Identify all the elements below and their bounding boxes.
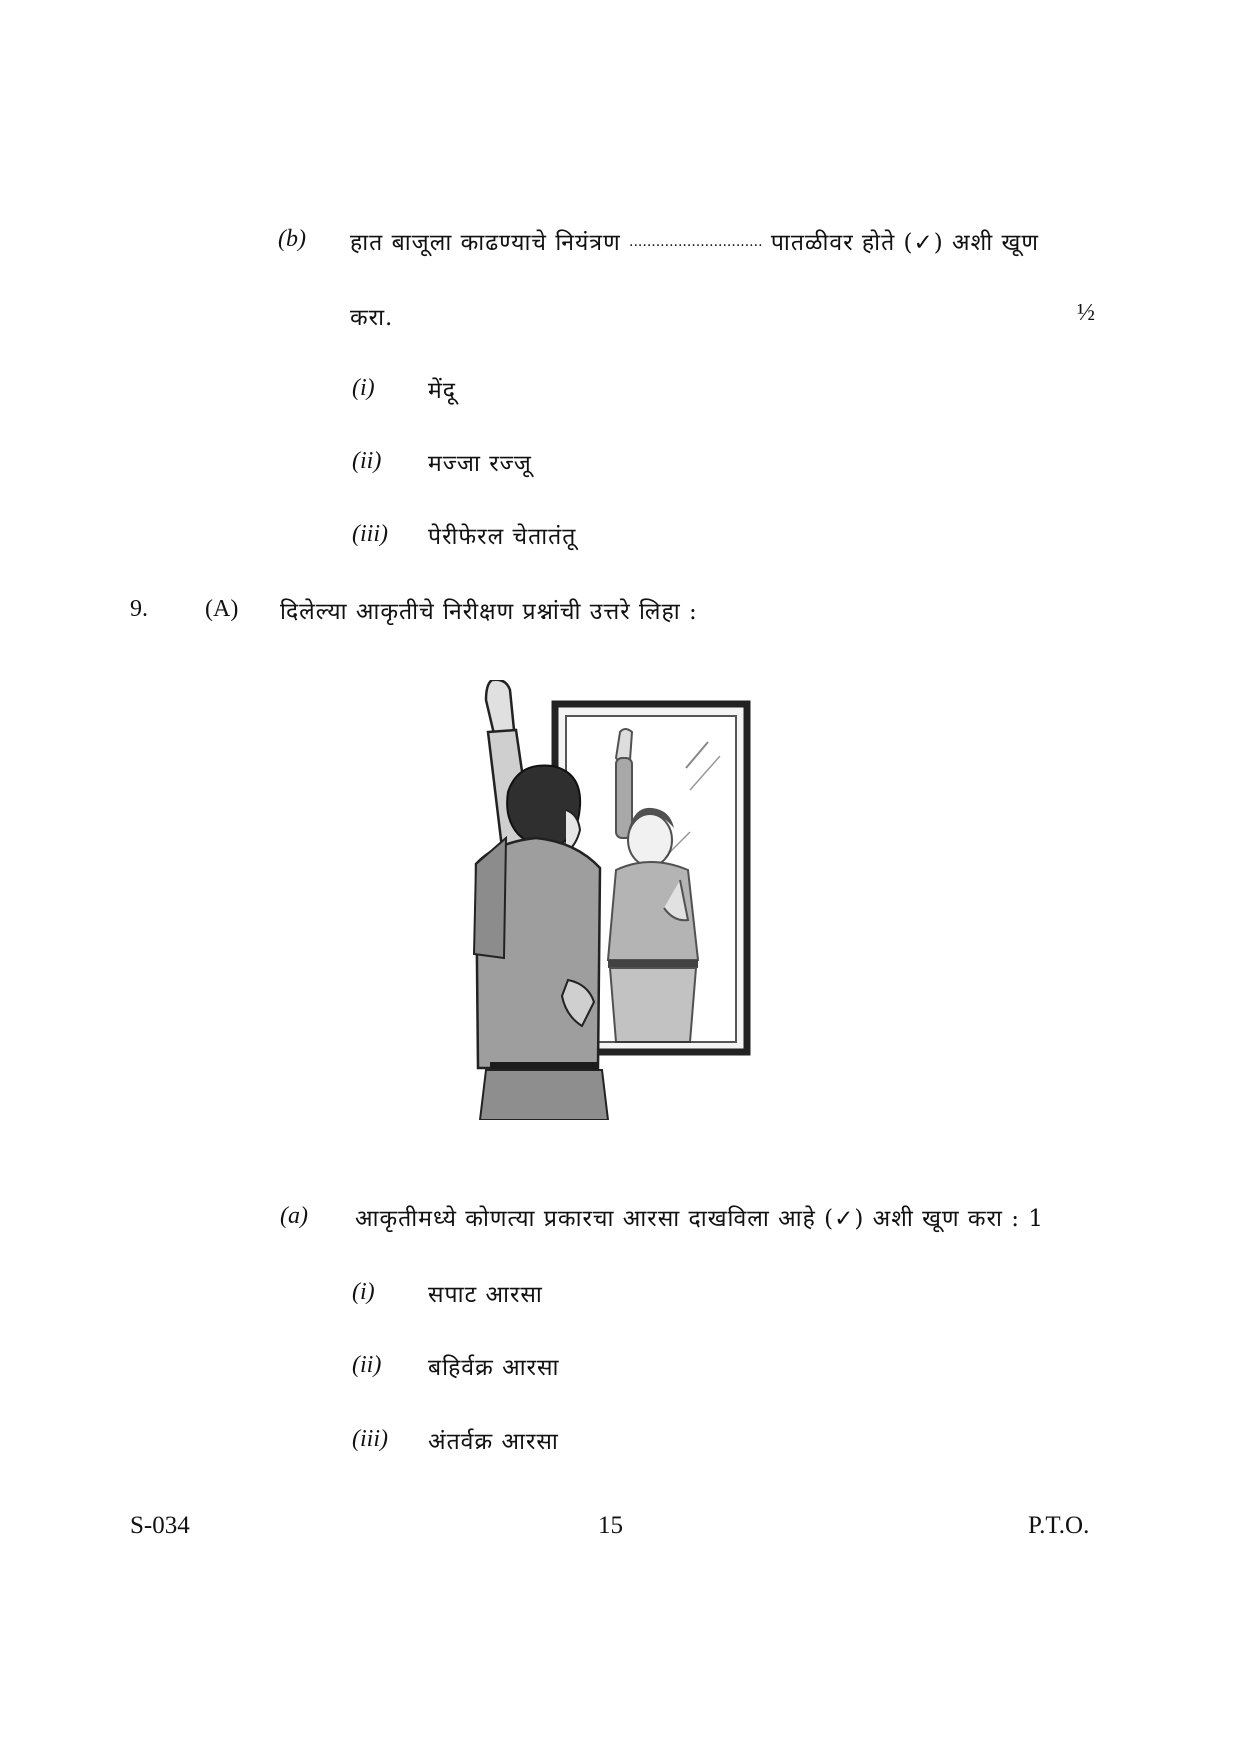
q9a-option-text: बहिर्वक्र आरसा (428, 1355, 560, 1381)
q8b-option-label: (ii) (352, 448, 382, 474)
q9a-option-label: (ii) (352, 1352, 382, 1378)
q9a-option-label: (iii) (352, 1426, 388, 1452)
mirror-figure-illustration (468, 680, 768, 1120)
q8b-option-label: (i) (352, 375, 375, 401)
q8b-text-before: हात बाजूला काढण्याचे नियंत्रण (350, 230, 621, 256)
q8b-option-text: मज्जा रज्जू (428, 451, 532, 477)
q9-instruction: दिलेल्या आकृतीचे निरीक्षण प्रश्नांची उत्तरे लिहा : (280, 599, 698, 625)
q8b-question-text (350, 225, 1039, 257)
q8b-option-label: (iii) (352, 521, 388, 547)
q8b-blank: .............................. (629, 234, 763, 250)
q9a-option-label: (i) (352, 1279, 375, 1305)
footer-pto: P.T.O. (1028, 1512, 1090, 1539)
q9-number: 9. (130, 596, 148, 622)
q8b-marks: ½ (1077, 300, 1095, 326)
q8b-continuation: करा. (350, 305, 394, 331)
footer-paper-code: S-034 (130, 1512, 190, 1539)
q9-part: (A) (205, 596, 239, 622)
q9a-label: (a) (280, 1203, 308, 1229)
q8b-option-text: पेरीफेरल चेतातंतू (428, 524, 577, 550)
q8b-text-after: पातळीवर होते (✓) अशी खूण (770, 230, 1039, 256)
q9a-option-text: सपाट आरसा (428, 1282, 543, 1308)
q8b-label: (b) (278, 226, 306, 252)
footer-page-number: 15 (598, 1512, 623, 1539)
q9a-option-text: अंतर्वक्र आरसा (428, 1429, 559, 1455)
q8b-option-text: मेंदू (428, 378, 456, 404)
q9a-question-text: आकृतीमध्ये कोणत्या प्रकारचा आरसा दाखविला आहे (✓) अशी खूण करा : 1 (355, 1206, 1044, 1232)
